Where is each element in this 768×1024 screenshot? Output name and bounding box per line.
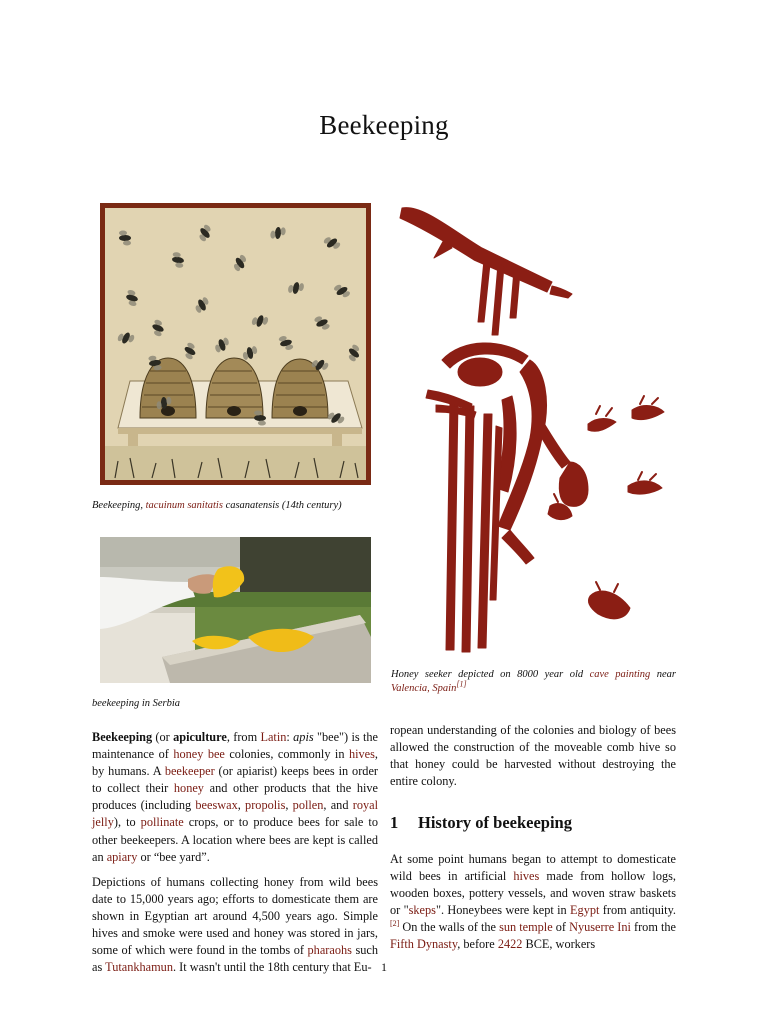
caption-text: Beekeeping,	[92, 500, 146, 511]
text-run: apis	[293, 730, 314, 744]
link-beekeeper[interactable]: beekeeper	[164, 764, 215, 779]
text-run: colonies, commonly in	[224, 747, 349, 762]
link-royal-jelly[interactable]: royal jelly	[92, 798, 378, 830]
caption-text: Honey seeker depicted on 8000 year old	[391, 669, 590, 680]
skep-hives	[140, 358, 328, 418]
page-title: Beekeeping	[319, 110, 449, 140]
text-run: (or apiarist) keeps bees in order to collect their	[92, 764, 378, 796]
text-run: , by humans. A	[92, 747, 378, 779]
link-pollen[interactable]: pollen	[292, 798, 324, 813]
caption-text: casanatensis (14th century)	[222, 500, 342, 511]
link-skeps[interactable]: skeps	[408, 903, 436, 918]
figure2-caption: beekeeping in Serbia	[92, 698, 181, 709]
text-run: made from hollow logs, wooden boxes, pottery vessels, and woven straw baskets or "	[390, 869, 676, 918]
link-propolis[interactable]: propolis	[245, 798, 286, 813]
link-2422[interactable]: 2422	[497, 937, 523, 952]
ref-1[interactable]: [1]	[456, 679, 467, 689]
medieval-bees-image	[100, 203, 371, 485]
text-run: . It wasn't until the 18th century that Eu-	[172, 960, 372, 975]
text-run: :	[286, 730, 294, 744]
link-2[interactable]: [2]	[390, 919, 400, 929]
link-hives[interactable]: hives	[348, 747, 375, 762]
text-run: ,	[285, 798, 293, 813]
link-valencia-spain[interactable]: Valencia, Spain	[391, 683, 457, 694]
figure3-caption	[391, 668, 676, 696]
cave-painting-image	[392, 200, 682, 660]
text-run: from the	[630, 920, 676, 935]
link-fifth-dynasty[interactable]: Fifth Dynasty	[390, 937, 458, 952]
text-run: , before	[457, 937, 498, 952]
text-run: and other products that the hive produces (including	[92, 781, 378, 813]
link-honey[interactable]: honey	[173, 781, 204, 796]
link-pollinate[interactable]: pollinate	[140, 815, 184, 830]
text-run: or “bee yard”.	[137, 849, 210, 864]
beekeeping-serbia-photo	[100, 537, 371, 683]
text-run: ". Honeybees were kept in	[435, 903, 571, 918]
text-run: , from	[226, 730, 261, 744]
text-run: ), to	[113, 815, 141, 830]
link-apiary[interactable]: apiary	[106, 849, 138, 864]
figure-beekeeping-photo	[100, 537, 371, 683]
section-number: 1	[390, 813, 399, 832]
link-nyuserre-ini[interactable]: Nyuserre Ini	[569, 920, 631, 935]
text-run: Depictions of humans collecting honey from wild bees date to 15,000 years ago; efforts to domesticate them are shown in Egyptian art around 4,500 years ago. Simple hives and smoke were used and honey was stored in jars, some of which were found in the tombs of	[92, 874, 378, 958]
text-run: of	[552, 920, 570, 935]
figure1-caption	[92, 499, 382, 513]
text-run: ropean understanding of the colonies and biology of bees allowed the construction of the moveable comb hive so that honey could be harvested without destroying the entire colony.	[390, 723, 676, 789]
text-run: (or	[152, 730, 174, 744]
column-right	[390, 722, 676, 798]
text-run: ,	[237, 798, 246, 813]
link-sun-temple[interactable]: sun temple	[499, 920, 553, 935]
text-run: apiculture	[173, 730, 227, 744]
text-run: , and	[323, 798, 353, 813]
caption-text: near	[650, 669, 677, 680]
link-latin[interactable]: Latin	[260, 730, 287, 744]
text-run: Beekeeping	[92, 730, 153, 744]
text-run: BCE, workers	[522, 937, 596, 952]
text-run: "bee") is the maintenance of	[92, 730, 378, 762]
column-right-lower	[390, 851, 676, 962]
section-title: History of beekeeping	[418, 813, 572, 832]
link-honey-bee[interactable]: honey bee	[173, 747, 225, 762]
link-tutankhamun[interactable]: Tutankhamun	[105, 960, 173, 975]
column-left	[92, 729, 378, 984]
link-egypt[interactable]: Egypt	[570, 903, 600, 918]
text-run: from antiquity.	[599, 903, 676, 918]
paragraph-continued	[390, 722, 676, 790]
link-tacuinum-sanitatis[interactable]: tacuinum sanitatis	[145, 500, 223, 511]
section-heading	[390, 813, 572, 833]
link-pharaohs[interactable]: pharaohs	[307, 943, 352, 958]
text-run: crops, or to produce bees for sale to other beekeepers. A location where bees are kept is called an	[92, 815, 378, 864]
figure-cave-painting	[392, 200, 682, 660]
page-number: 1	[381, 960, 387, 974]
paragraph-domestication	[390, 851, 676, 954]
paragraph-intro	[92, 729, 378, 866]
text-run: At some point humans began to attempt to domesticate wild bees in artificial	[390, 852, 676, 884]
text-run: On the walls of the	[399, 920, 500, 935]
figure-bees-illustration	[100, 203, 371, 485]
link-cave-painting[interactable]: cave painting	[589, 669, 651, 680]
text-run: such as	[92, 943, 378, 975]
link-hives[interactable]: hives	[513, 869, 540, 884]
link-beeswax[interactable]: beeswax	[195, 798, 238, 813]
